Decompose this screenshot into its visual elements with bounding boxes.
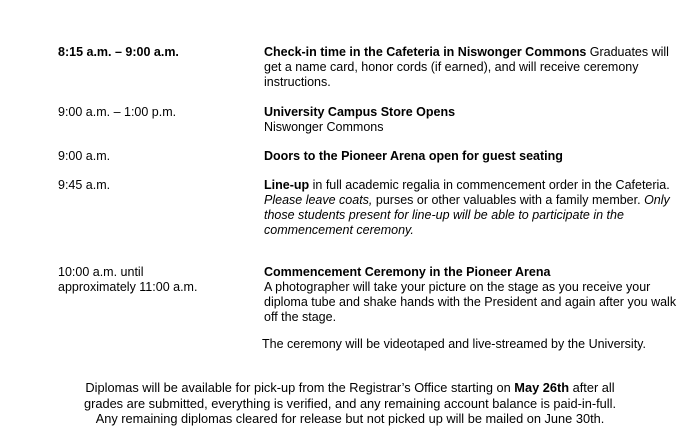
schedule-title: Check-in time in the Cafeteria in Niswonger Commons bbox=[264, 45, 587, 59]
footer-line-1-end: after all bbox=[569, 380, 615, 395]
diploma-pickup-notice bbox=[0, 380, 700, 427]
footer-line-2: grades are submitted, everything is verified, and any remaining account balance is paid-in-full. bbox=[83, 395, 617, 411]
schedule-title: Line-up bbox=[264, 178, 310, 192]
schedule-time: 9:00 a.m. bbox=[58, 149, 111, 163]
schedule-text: Niswonger Commons bbox=[264, 120, 384, 134]
footer-line-1-start: Diplomas will be available for pick-up from the Registrar’s Office starting on bbox=[85, 380, 515, 395]
schedule-time-start: 10:00 a.m. until bbox=[58, 265, 144, 279]
schedule-description bbox=[264, 105, 684, 135]
schedule-time: 8:15 a.m. – 9:00 a.m. bbox=[58, 45, 179, 59]
schedule-time bbox=[58, 265, 258, 295]
schedule-description bbox=[264, 45, 684, 90]
schedule-description bbox=[264, 178, 684, 238]
schedule-description bbox=[264, 265, 684, 325]
schedule-title: University Campus Store Opens bbox=[264, 105, 456, 119]
schedule-time: 9:45 a.m. bbox=[58, 178, 111, 192]
schedule-italic-note: Please leave coats, bbox=[264, 193, 373, 207]
schedule-italic-note: Only those students present for line-up will be able to participate in the commencement ceremony. bbox=[264, 193, 670, 237]
schedule-text: A photographer will take your picture on the stage as you receive your diploma tube and shake hands with the President and again after you walk off the stage. bbox=[264, 280, 677, 324]
schedule-text: purses or other valuables with a family member. bbox=[372, 193, 645, 207]
schedule-title: Doors to the Pioneer Arena open for guest seating bbox=[264, 149, 563, 163]
pickup-date: May 26th bbox=[514, 380, 570, 395]
schedule-text: Graduates will get a name card, honor cords (if earned), and will receive ceremony instructions. bbox=[264, 45, 669, 89]
footer-line-3: Any remaining diplomas cleared for release but not picked up will be mailed on June 30th. bbox=[95, 411, 605, 426]
schedule-text: in full academic regalia in commencement order in the Cafeteria. bbox=[309, 178, 670, 192]
videotape-note: The ceremony will be videotaped and live-streamed by the University. bbox=[262, 337, 646, 351]
schedule-time: 9:00 a.m. – 1:00 p.m. bbox=[58, 105, 177, 119]
footer-line-1 bbox=[0, 380, 700, 396]
schedule-time-end: approximately 11:00 a.m. bbox=[58, 280, 198, 294]
schedule-title: Commencement Ceremony in the Pioneer Arena bbox=[264, 265, 551, 279]
